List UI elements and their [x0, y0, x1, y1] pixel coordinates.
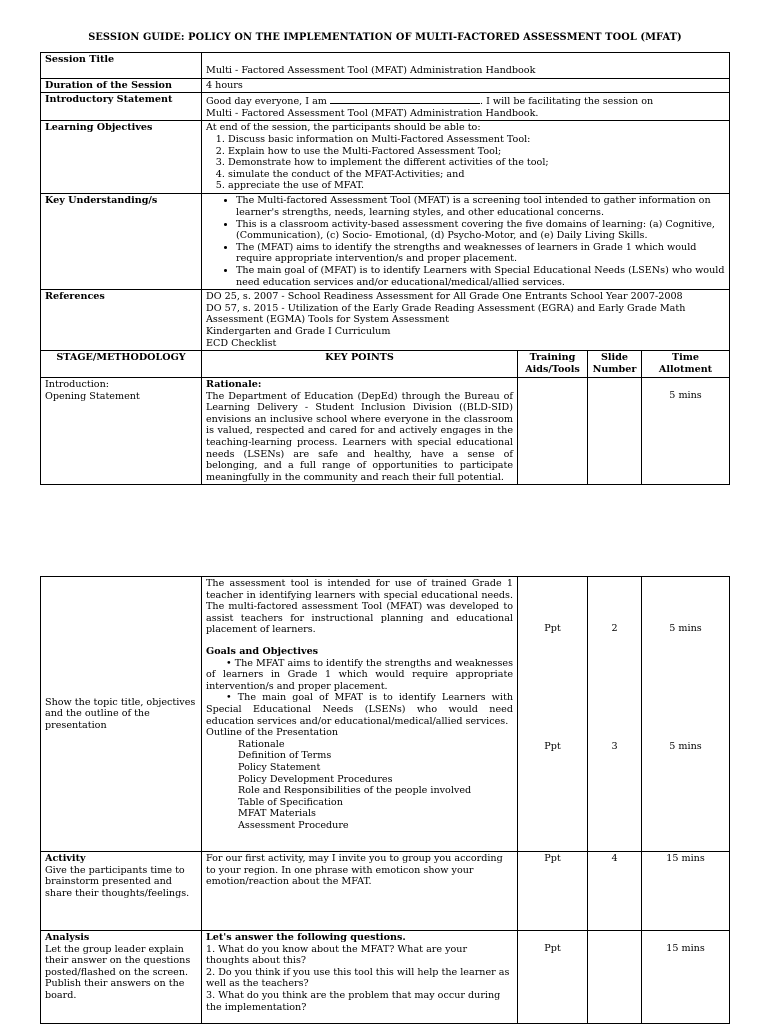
analysis-aid-value: Ppt: [544, 943, 561, 954]
topic-aid-2: Ppt: [544, 741, 561, 752]
outline-item: Assessment Procedure: [238, 819, 349, 831]
topic-time-1: 5 mins: [669, 623, 702, 634]
intro-greeting: Good day everyone, I am: [206, 96, 327, 108]
objective-item: 4. simulate the conduct of the MFAT-Activities; and: [228, 169, 725, 181]
session-title-value: [202, 53, 730, 79]
rationale-text: The Department of Education (DepEd) through the Bureau of Learning Delivery - Student Inclusion Division ((BLD-SID) envisions an inclusive school where everyone in the classroom is valued, respected and cared for and actively engages in the teaching-learning process. Learners with special educational needs (LSENs) are safe and healthy, have a sense of belonging, and a full range of opportunities to participate meaningfully in the community and reach their full potential.: [206, 390, 513, 483]
activity-content: [202, 852, 518, 931]
analysis-question: 3. What do you think are the problem that may occur during the implementation?: [206, 989, 501, 1013]
analysis-time: [642, 931, 730, 1024]
analysis-slide: [588, 931, 642, 1024]
activity-stage: [41, 852, 202, 931]
objectives-intro: At end of the session, the participants should be able to:: [206, 122, 481, 134]
analysis-question: 2. Do you think if you use this tool this will help the learner as well as the teachers?: [206, 966, 510, 990]
key-point-item: • The (MFAT) aims to identify the strengths and weaknesses of learners in Grade 1 which would require appropriate intervention/s and proper placement.: [236, 242, 725, 265]
header-aids: Training Aids/Tools: [518, 351, 588, 378]
intro-line-1: [206, 94, 725, 108]
topic-stage: [41, 577, 202, 852]
duration-value: 4 hours: [202, 78, 730, 93]
header-stage: STAGE/METHODOLOGY: [41, 351, 202, 378]
key-points-list: [206, 195, 725, 288]
references-value: [202, 290, 730, 351]
header-slide: Slide Number: [588, 351, 642, 378]
intro-time-value: 5 mins: [669, 390, 702, 402]
session-guide-table-continued: [40, 576, 730, 1024]
topic-times: [642, 577, 730, 852]
analysis-aids: [518, 931, 588, 1024]
intro-stage-line2: Opening Statement: [45, 390, 140, 402]
analysis-content: [202, 931, 518, 1024]
activity-stage-text: Give the participants time to brainstorm presented and share their thoughts/feelings.: [45, 864, 190, 899]
name-blank: [330, 94, 480, 104]
intro-facilitating: . I will be facilitating the session on: [479, 96, 654, 108]
analysis-label: Analysis: [45, 932, 90, 943]
outline-item: Rationale: [238, 738, 285, 750]
objectives-value: [202, 121, 730, 194]
topic-aids: [518, 577, 588, 852]
reference-item: ECD Checklist: [206, 337, 277, 349]
activity-text: For our first activity, may I invite you to group you according to your region. In one phrase with emoticon show your emotion/reaction about the MFAT.: [206, 853, 503, 888]
objectives-list: [206, 134, 725, 192]
outline-item: Policy Development Procedures: [238, 773, 393, 785]
topic-slide-1: 2: [611, 623, 618, 634]
intro-stage-line1: Introduction:: [45, 379, 109, 391]
column-header-row: [41, 351, 730, 378]
analysis-stage-text: Let the group leader explain their answer on the questions posted/flashed on the screen. Publish their answers on the board.: [45, 943, 191, 1001]
rationale-heading: Rationale:: [206, 379, 262, 391]
topic-content: [202, 577, 518, 852]
goal-item: • The MFAT aims to identify the strengths and weaknesses of learners in Grade 1 which would require appropriate intervention/s and proper placement.: [206, 657, 514, 692]
document-title: SESSION GUIDE: POLICY ON THE IMPLEMENTATION OF MULTI-FACTORED ASSESSMENT TOOL (MFAT): [88, 32, 682, 43]
reference-item: Kindergarten and Grade I Curriculum: [206, 325, 391, 337]
intro-statement-label: Introductory Statement: [41, 93, 202, 121]
objective-item: 5. appreciate the use of MFAT.: [228, 180, 725, 192]
analysis-heading: Let's answer the following questions.: [206, 932, 406, 943]
session-guide-table: [40, 52, 730, 485]
objective-item: 2. Explain how to use the Multi-Factored Assessment Tool;: [228, 146, 725, 158]
references-row: [41, 290, 730, 351]
activity-time: 15 mins: [642, 852, 730, 931]
objective-item: 1. Discuss basic information on Multi-Factored Assessment Tool:: [228, 134, 725, 146]
topic-aid-1: Ppt: [544, 623, 561, 634]
analysis-row: [41, 931, 730, 1024]
outline-item: Definition of Terms: [238, 750, 332, 762]
session-title-row: [41, 53, 730, 79]
goals-heading: Goals and Objectives: [206, 645, 319, 657]
key-point-item: • This is a classroom activity-based assessment covering the five domains of learning: (a) Cognitive, (Communication), (c) Socio- Emotional, (d) Psycho-Motor, and (e) Daily Living Skills.: [236, 219, 725, 242]
topic-time-2: 5 mins: [669, 741, 702, 752]
analysis-time-value: 15 mins: [666, 943, 705, 954]
outline-heading: Outline of the Presentation: [206, 727, 339, 739]
intro-time: [642, 378, 730, 485]
outline-item: Role and Responsibilities of the people involved: [238, 785, 472, 797]
activity-slide: 4: [588, 852, 642, 931]
intro-aids: [518, 378, 588, 485]
analysis-question: 1. What do you know about the MFAT? What are your thoughts about this?: [206, 943, 468, 967]
session-title-label: Session Title: [41, 53, 202, 79]
intro-slide: [588, 378, 642, 485]
topic-intro-paragraph: The assessment tool is intended for use of trained Grade 1 teacher in identifying learners with special educational needs. The multi-factored assessment Tool (MFAT) was developed to assist teachers for instructional planning and educational placement of learners.: [206, 578, 513, 636]
rationale-cell: [202, 378, 518, 485]
activity-aids: Ppt: [518, 852, 588, 931]
outline-item: MFAT Materials: [238, 808, 316, 820]
outline-item: Policy Statement: [238, 761, 321, 773]
duration-row: [41, 78, 730, 93]
objectives-row: [41, 121, 730, 194]
key-understanding-value: [202, 194, 730, 290]
activity-row: [41, 852, 730, 931]
topic-slides: [588, 577, 642, 852]
reference-item: DO 25, s. 2007 - School Readiness Assessment for All Grade One Entrants School Year 2007-2008: [206, 291, 683, 303]
intro-statement-row: [41, 93, 730, 121]
duration-label: Duration of the Session: [41, 78, 202, 93]
key-point-item: • The Multi-factored Assessment Tool (MFAT) is a screening tool intended to gather information on learner's strengths, needs, learning styles, and other educational concerns.: [236, 195, 725, 218]
introduction-row: [41, 378, 730, 485]
intro-statement-value: [202, 93, 730, 121]
header-time: Time Allotment: [642, 351, 730, 378]
goal-item: • The main goal of MFAT is to identify Learners with Special Educational Needs (LSENs) who would need education services and/or educational/medical/allied services.: [206, 692, 513, 727]
objective-item: 3. Demonstrate how to implement the different activities of the tool;: [228, 157, 725, 169]
activity-label: Activity: [45, 853, 86, 864]
key-understanding-row: [41, 194, 730, 290]
reference-item: DO 57, s. 2015 - Utilization of the Early Grade Reading Assessment (EGRA) and Early Grade Math Assessment (EGMA) Tools for System Assessment: [206, 302, 686, 326]
key-understanding-label: Key Understanding/s: [41, 194, 202, 290]
objectives-label: Learning Objectives: [41, 121, 202, 194]
outline-item: Table of Specification: [238, 796, 343, 808]
session-title-text: Multi - Factored Assessment Tool (MFAT) Administration Handbook: [206, 65, 536, 76]
analysis-stage: [41, 931, 202, 1024]
intro-line-2: Multi - Factored Assessment Tool (MFAT) Administration Handbook.: [206, 107, 539, 119]
key-point-item: • The main goal of (MFAT) is to identify Learners with Special Educational Needs (LSENs) who would need education services and/or educational/medical/allied services.: [236, 265, 725, 288]
intro-stage: [41, 378, 202, 485]
references-label: References: [41, 290, 202, 351]
topic-stage-text: Show the topic title, objectives and the outline of the presentation: [45, 696, 196, 731]
topic-row: [41, 577, 730, 852]
topic-slide-2: 3: [611, 741, 618, 752]
header-key-points: KEY POINTS: [202, 351, 518, 378]
